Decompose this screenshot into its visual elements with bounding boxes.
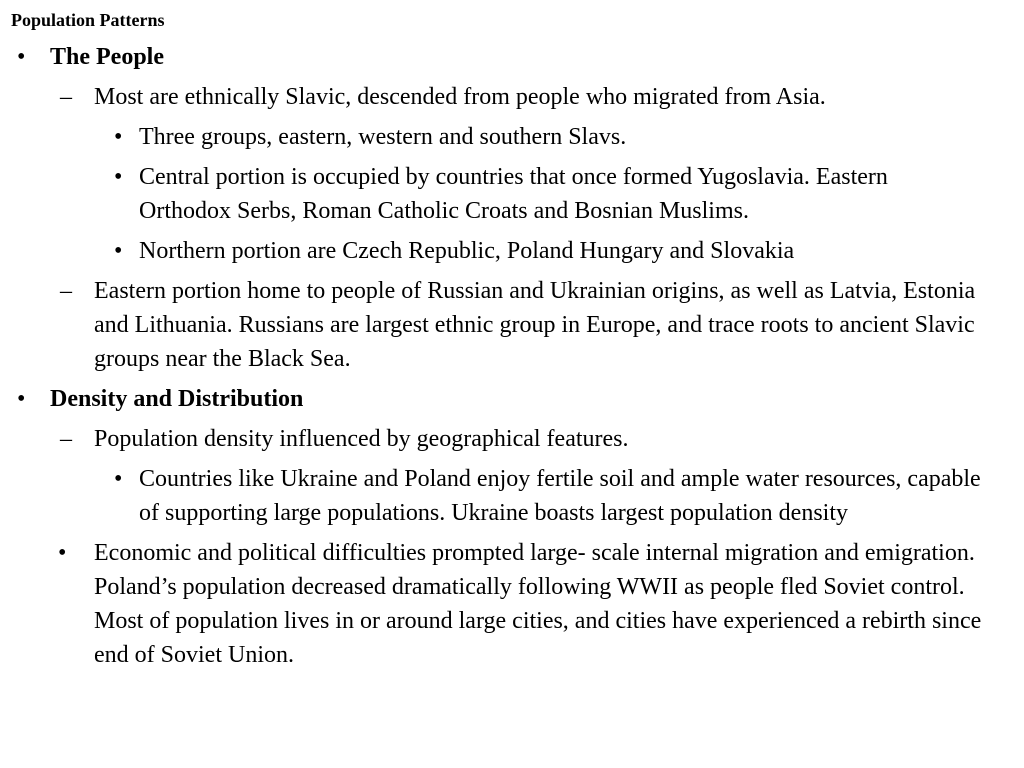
slide-content	[0, 40, 1024, 678]
bullet-dash-icon: –	[60, 426, 72, 452]
bullet-dot-icon: •	[114, 238, 123, 264]
bullet-eastern-portion	[0, 274, 1024, 376]
bullet-dash-icon: –	[60, 84, 72, 110]
bullet-text-three-groups: Three groups, eastern, western and southern Slavs.	[139, 124, 627, 150]
bullet-central-portion	[0, 160, 1024, 228]
bullet-heading-the-people: The People	[50, 44, 164, 70]
bullet-density-influence	[0, 422, 1024, 456]
bullet-text-central-portion: Central portion is occupied by countries that once formed Yugoslavia. Eastern Orthodox Serbs, Roman Catholic Croats and Bosnian Muslims.	[139, 164, 888, 224]
bullet-heading-density-distribution: Density and Distribution	[50, 386, 304, 412]
bullet-dash-icon: –	[60, 278, 72, 304]
bullet-text-slavic-origin: Most are ethnically Slavic, descended from people who migrated from Asia.	[94, 84, 826, 110]
bullet-text-density-influence: Population density influenced by geographical features.	[94, 426, 629, 452]
bullet-the-people	[0, 40, 1024, 74]
bullet-dot-icon: •	[17, 44, 26, 70]
bullet-dot-icon: •	[114, 466, 123, 492]
bullet-slavic-origin	[0, 80, 1024, 114]
slide-title: Population Patterns	[11, 10, 165, 30]
bullet-text-northern-portion: Northern portion are Czech Republic, Poland Hungary and Slovakia	[139, 238, 795, 264]
bullet-text-ukraine-poland: Countries like Ukraine and Poland enjoy fertile soil and ample water resources, capable of supporting large populations. Ukraine boasts largest population density	[139, 466, 981, 526]
bullet-dot-icon: •	[114, 164, 123, 190]
bullet-three-groups	[0, 120, 1024, 154]
bullet-text-eastern-portion: Eastern portion home to people of Russian and Ukrainian origins, as well as Latvia, Estonia and Lithuania. Russians are largest ethnic group in Europe, and trace roots to ancient Slavic groups near the Black Sea.	[94, 278, 976, 372]
bullet-northern-portion	[0, 234, 1024, 268]
bullet-economic-political	[0, 536, 1024, 672]
bullet-dot-icon: •	[58, 540, 67, 566]
bullet-text-economic-political: Economic and political difficulties prompted large- scale internal migration and emigration. Poland’s population decreased dramatically following WWII as people fled Soviet control. Most of population lives in or around large cities, and cities have experienced a rebirth since end of Soviet Union.	[94, 540, 982, 668]
bullet-density-distribution	[0, 382, 1024, 416]
bullet-ukraine-poland	[0, 462, 1024, 530]
bullet-dot-icon: •	[114, 124, 123, 150]
bullet-dot-icon: •	[17, 386, 26, 412]
